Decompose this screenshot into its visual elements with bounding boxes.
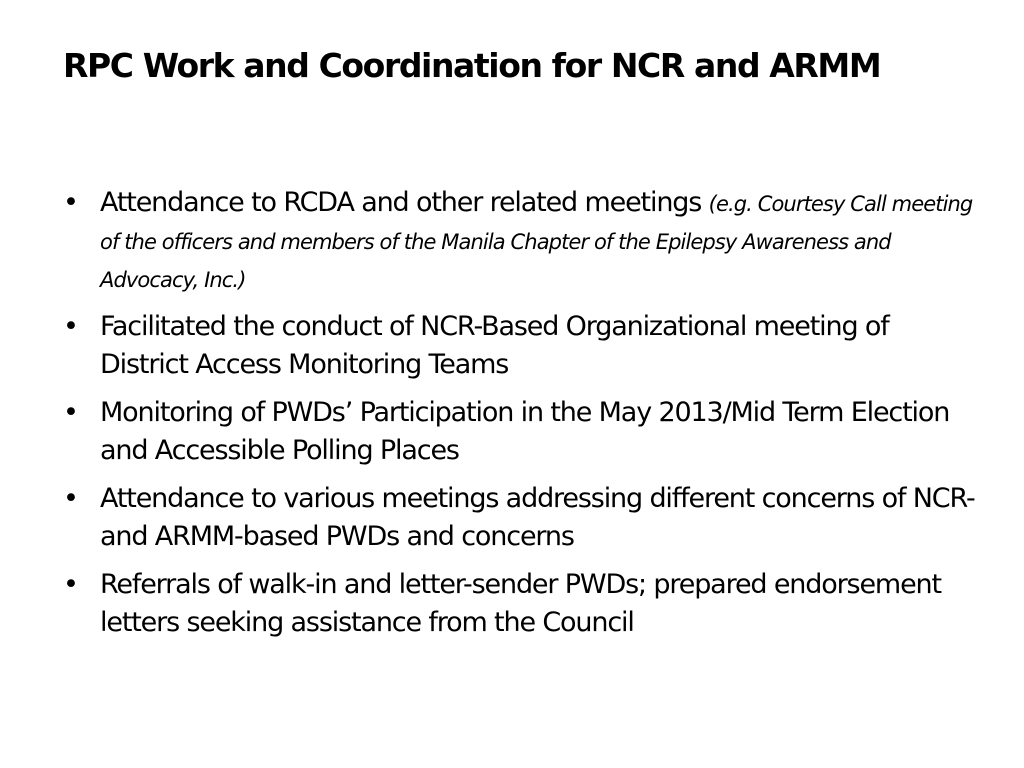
bullet-text: Referrals of walk-in and letter-sender PWDs; prepared endorsement letters seeking assistance from the Council: [100, 569, 941, 638]
bullet-item-various-meetings: [63, 480, 983, 556]
slide-title: RPC Work and Coordination for NCR and ARMM: [63, 46, 881, 85]
bullet-icon: •: [63, 311, 78, 342]
bullet-icon: •: [63, 483, 78, 514]
bullet-text: Attendance to RCDA and other related meetings: [100, 187, 702, 218]
bullet-list: [63, 184, 983, 652]
bullet-icon: •: [63, 569, 78, 600]
bullet-text: Attendance to various meetings addressing different concerns of NCR- and ARMM-based PWDs and concerns: [100, 483, 975, 552]
bullet-text: Monitoring of PWDs’ Participation in the May 2013/Mid Term Election and Accessible Polling Places: [100, 397, 950, 466]
bullet-item-attendance-rcda: [63, 184, 983, 298]
bullet-item-referrals: [63, 566, 983, 642]
bullet-item-election-monitoring: [63, 394, 983, 470]
bullet-icon: •: [63, 397, 78, 428]
bullet-text: Facilitated the conduct of NCR-Based Organizational meeting of District Access Monitoring Teams: [100, 311, 889, 380]
bullet-note: (e.g. Courtesy Call meeting of the officers and members of the Manila Chapter of the Epilepsy Awareness and Advocacy, Inc.): [100, 192, 973, 292]
bullet-icon: •: [63, 187, 78, 218]
bullet-item-ncr-organizational-meeting: [63, 308, 983, 384]
